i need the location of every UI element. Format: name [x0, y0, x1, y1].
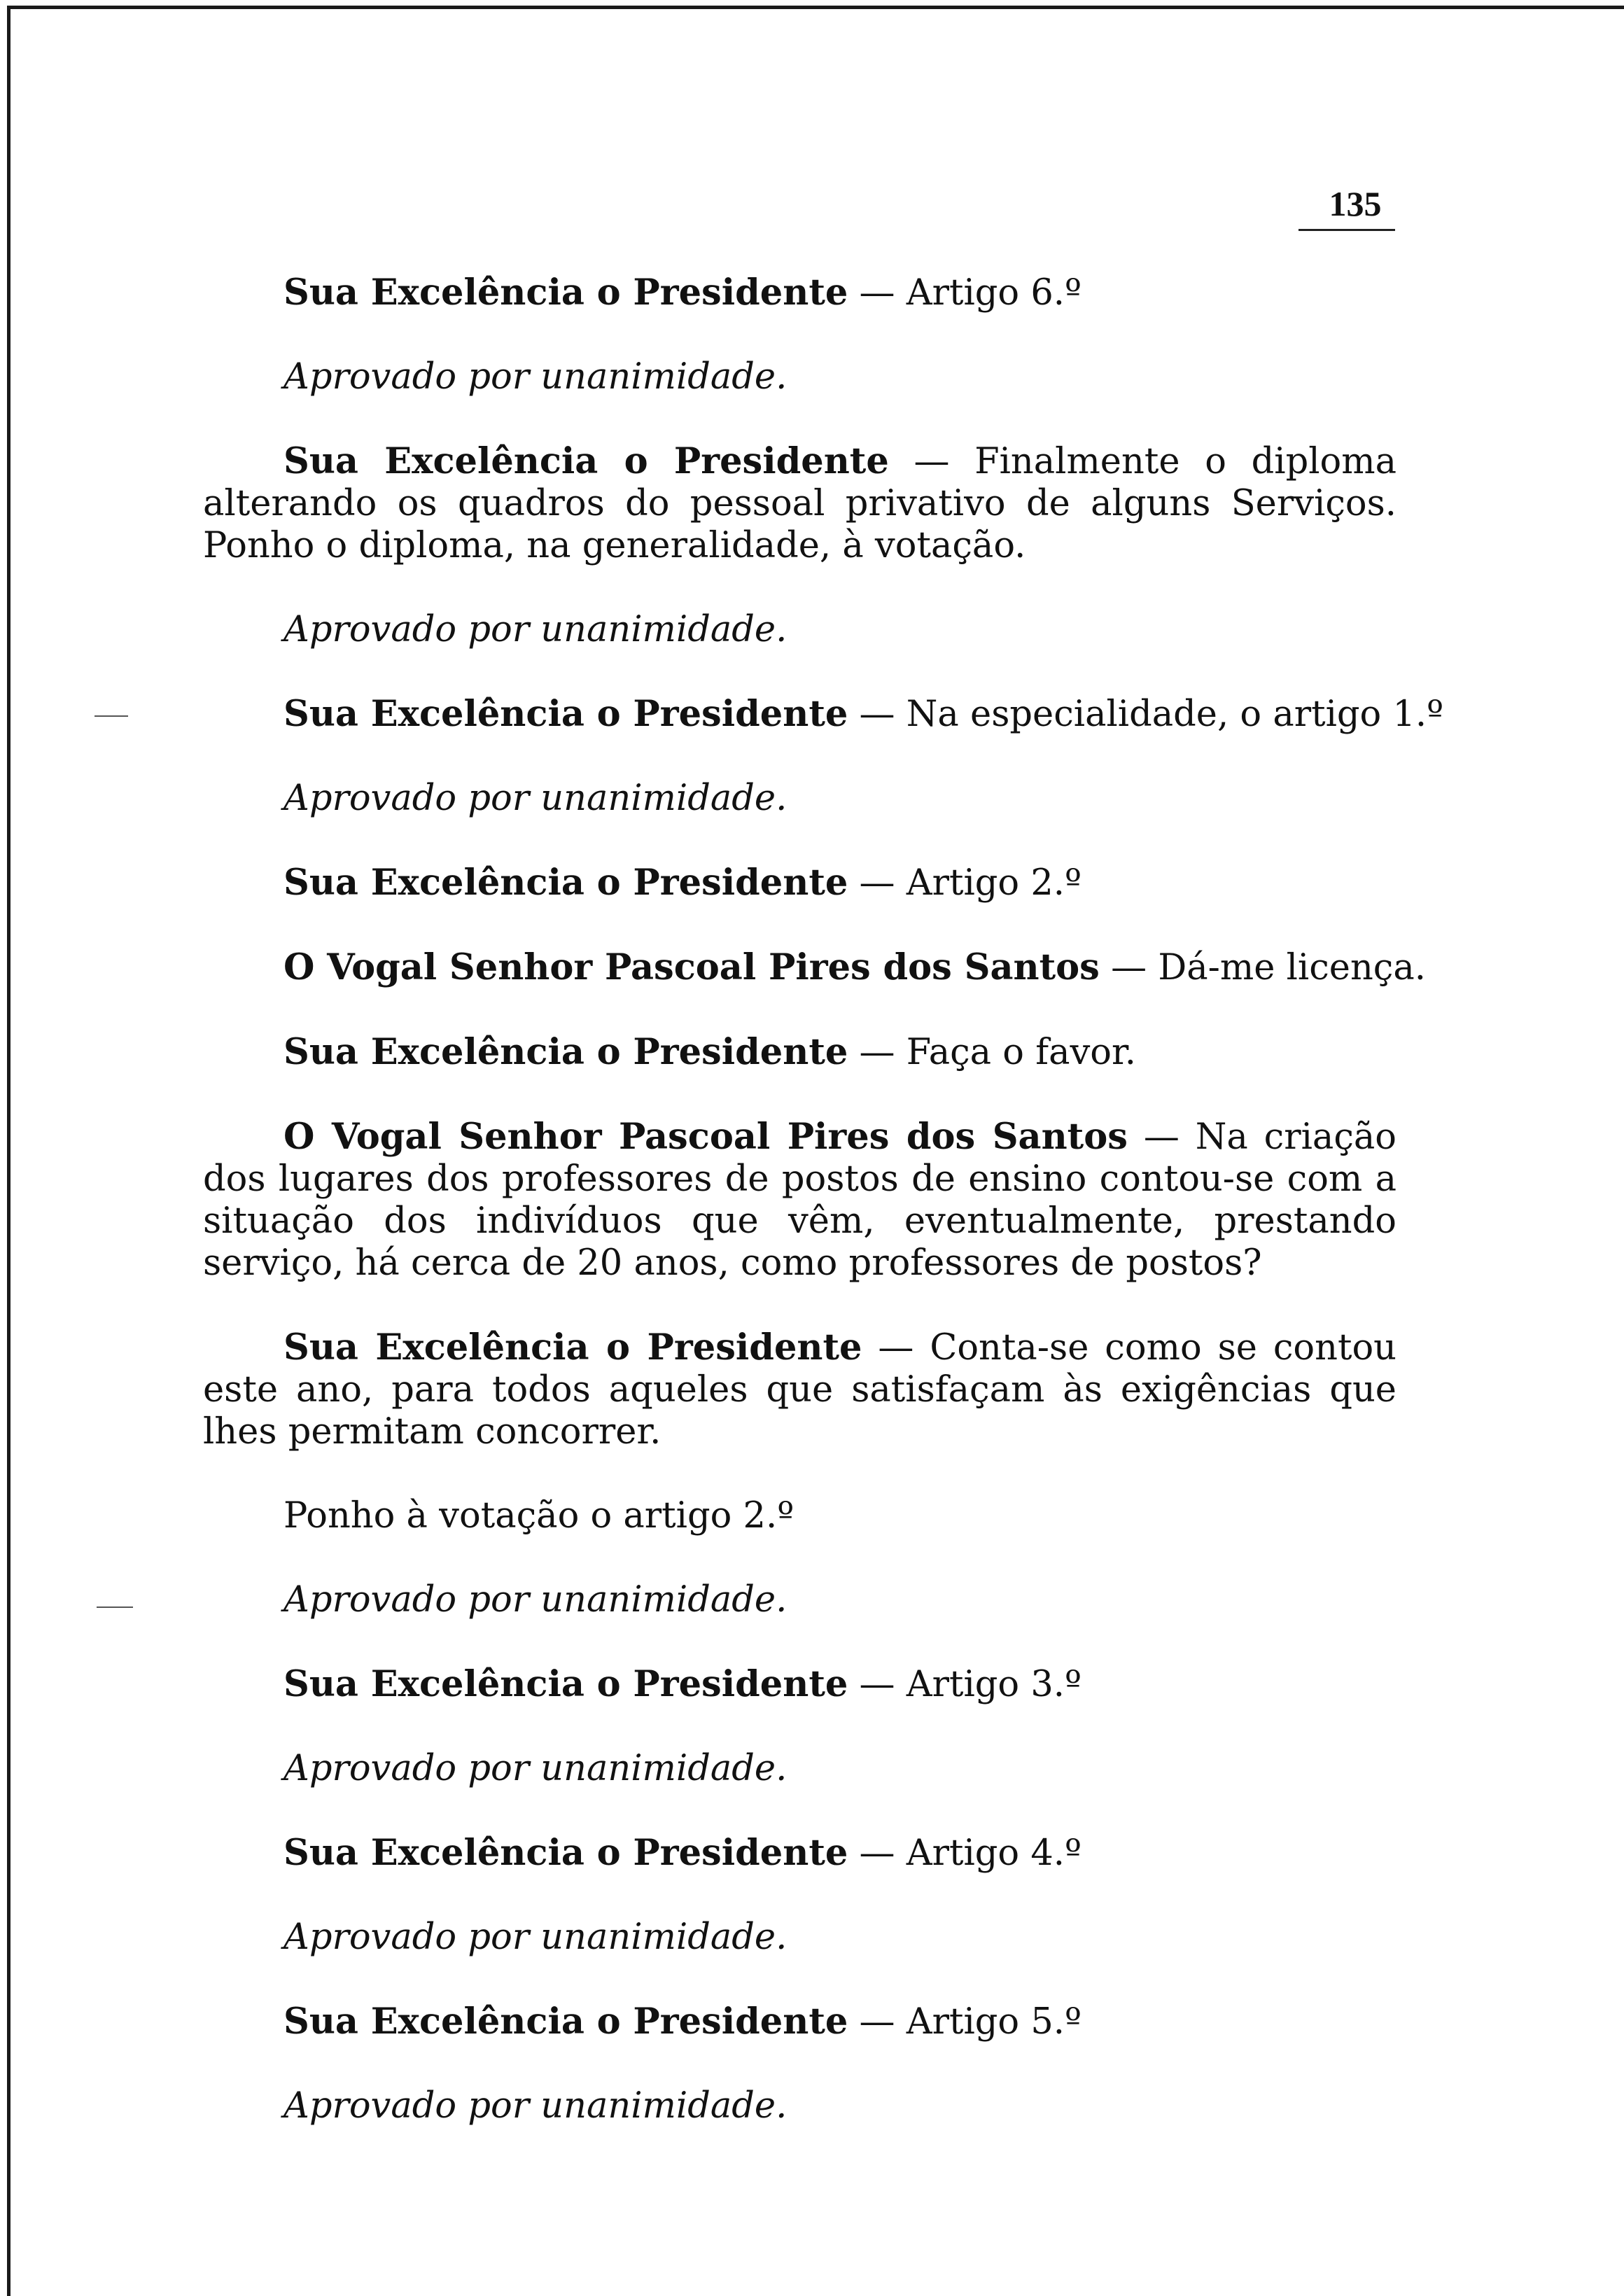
- vote-result: [203, 1917, 1396, 1959]
- paragraph: [203, 862, 1396, 904]
- paragraph: [203, 2001, 1396, 2043]
- speech-text: — Artigo 3.º: [848, 1664, 1082, 1705]
- vote-result-text: Aprovado por unanimidade.: [284, 1748, 788, 1789]
- vote-result-text: Aprovado por unanimidade.: [284, 2085, 788, 2127]
- speech-text: — Artigo 5.º: [848, 2001, 1082, 2043]
- vote-result: [203, 1748, 1396, 1790]
- speech-text: Ponho à votação o artigo 2.º: [284, 1495, 794, 1536]
- speaker-name: Sua Excelência o Presidente: [284, 862, 848, 904]
- paragraph: [203, 440, 1396, 567]
- vote-result: [203, 609, 1396, 651]
- vote-result-text: Aprovado por unanimidade.: [284, 609, 788, 650]
- speaker-name: O Vogal Senhor Pascoal Pires dos Santos: [284, 946, 1100, 988]
- page-number: 135: [1329, 184, 1382, 223]
- paragraph: [203, 1031, 1396, 1074]
- scan-border-top: [7, 6, 1624, 9]
- speaker-name: Sua Excelência o Presidente: [284, 1326, 862, 1368]
- speaker-name: Sua Excelência o Presidente: [284, 1663, 848, 1705]
- vote-result-text: Aprovado por unanimidade.: [284, 1579, 788, 1620]
- speaker-name: Sua Excelência o Presidente: [284, 272, 848, 314]
- paragraph: [203, 946, 1426, 989]
- margin-mark: [97, 1606, 133, 1608]
- paragraph: [203, 693, 1444, 736]
- vote-result: [203, 1579, 1396, 1621]
- paragraph: [203, 1663, 1396, 1706]
- vote-result-text: Aprovado por unanimidade.: [284, 778, 788, 819]
- vote-result-text: Aprovado por unanimidade.: [284, 1917, 788, 1958]
- page-number-underline: [1298, 229, 1395, 231]
- vote-result: [203, 356, 1396, 398]
- speech-text: — Conta-se como se contou este ano, para todos aqueles que satisfaçam às exigências que lhes permitam concorrer.: [203, 1327, 1397, 1452]
- paragraph: [203, 1116, 1396, 1284]
- paragraph: [203, 1495, 1396, 1537]
- paragraph: [203, 1326, 1396, 1453]
- speech-text: — Dá-me licença.: [1099, 947, 1426, 988]
- speaker-name: Sua Excelência o Presidente: [284, 1031, 848, 1073]
- vote-result: [203, 2085, 1396, 2127]
- speech-text: — Artigo 6.º: [848, 272, 1082, 314]
- speech-text: — Na especialidade, o artigo 1.º: [848, 694, 1444, 735]
- transcript-body: [203, 272, 1444, 2127]
- speech-text: — Finalmente o diploma alterando os quadros do pessoal privativo de alguns Serviços. Ponho o diploma, na generalidade, à votação.: [203, 441, 1396, 566]
- paragraph: [203, 272, 1396, 314]
- scan-border-left: [7, 6, 10, 2296]
- paragraph: [203, 1832, 1396, 1875]
- speech-text: — Na criação dos lugares dos professores de postos de ensino contou-se com a situação dos indivíduos que vêm, eventualmente, prestando serviço, há cerca de 20 anos, como professores de postos?: [203, 1116, 1396, 1284]
- speech-text: — Artigo 4.º: [848, 1833, 1082, 1874]
- speech-text: — Faça o favor.: [848, 1032, 1136, 1073]
- speaker-name: O Vogal Senhor Pascoal Pires dos Santos: [284, 1116, 1128, 1158]
- speech-text: — Artigo 2.º: [848, 862, 1082, 904]
- vote-result: [203, 778, 1396, 820]
- speaker-name: Sua Excelência o Presidente: [284, 693, 848, 735]
- margin-mark: [94, 715, 128, 717]
- speaker-name: Sua Excelência o Presidente: [284, 1832, 848, 1874]
- speaker-name: Sua Excelência o Presidente: [284, 440, 889, 482]
- vote-result-text: Aprovado por unanimidade.: [284, 356, 788, 398]
- speaker-name: Sua Excelência o Presidente: [284, 2001, 848, 2043]
